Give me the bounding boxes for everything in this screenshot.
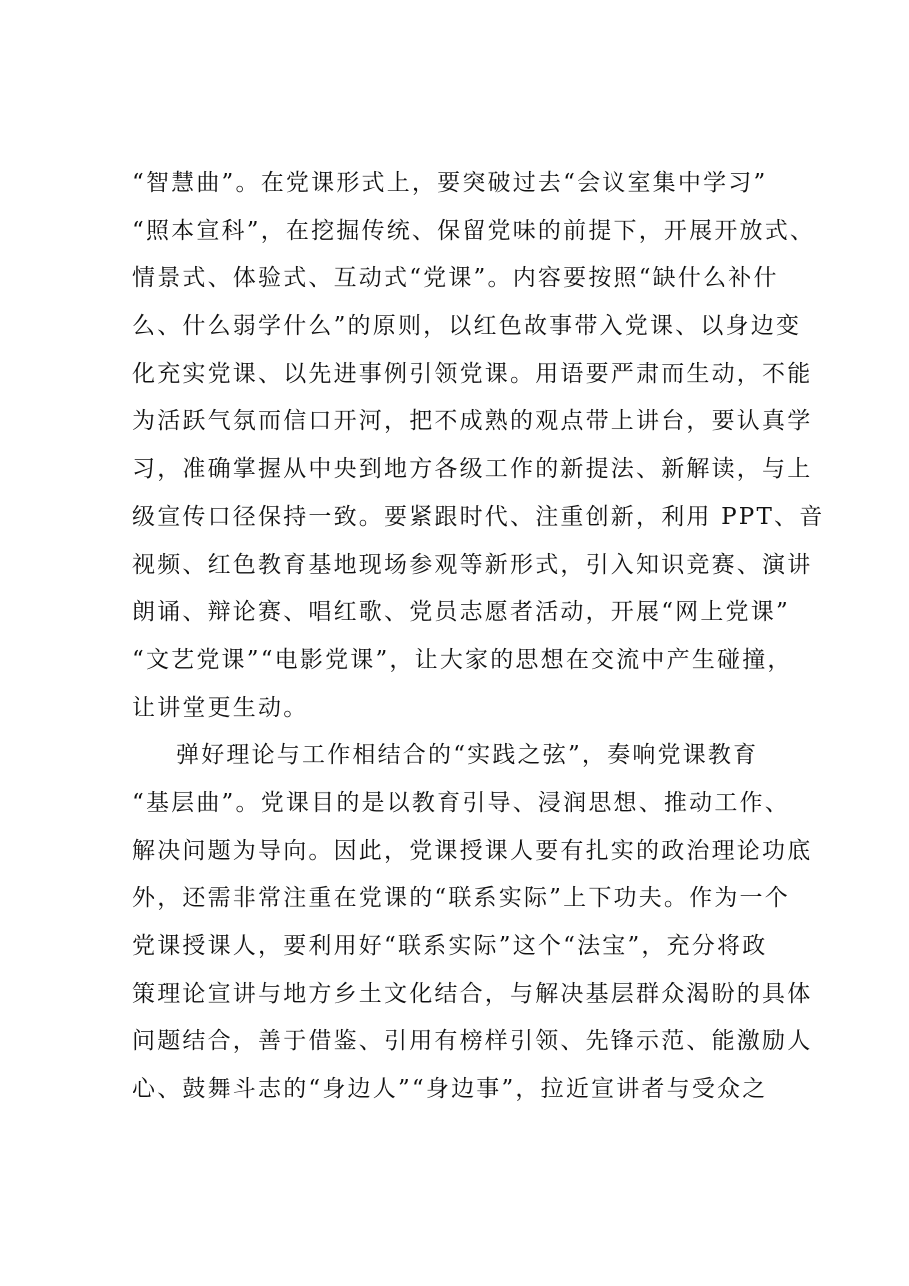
text-line: 化充实党课、以先进事例引领党课。用语要严肃而生动，不能: [132, 360, 813, 387]
text-line: 外，还需非常注重在党课的“联系实际”上下功夫。作为一个: [132, 885, 790, 912]
text-line: 朗诵、辩论赛、唱红歌、党员志愿者活动，开展“网上党课”: [132, 599, 790, 626]
text-line: 习，准确掌握从中央到地方各级工作的新提法、新解读，与上: [132, 456, 813, 483]
text-line: “文艺党课”“电影党课”，让大家的思想在交流中产生碰撞，: [132, 646, 793, 673]
text-line: 为活跃气氛而信口开河，把不成熟的观点带上讲台，要认真学: [132, 408, 813, 435]
text-line: 么、什么弱学什么”的原则，以红色故事带入党课、以身边变: [132, 313, 802, 340]
text-line: “智慧曲”。在党课形式上，要突破过去“会议室集中学习”: [132, 170, 768, 196]
body-text: [132, 160, 825, 1114]
text-line: 党课授课人，要利用好“联系实际”这个“法宝”，充分将政: [132, 933, 768, 959]
text-line: 级宣传口径保持一致。要紧跟时代、注重创新，利用 PPT、音: [132, 503, 825, 530]
text-line: 策理论宣讲与地方乡土文化结合，与解决基层群众渴盼的具体: [132, 980, 813, 1007]
text-line: 情景式、体验式、互动式“党课”。内容要按照“缺什么补什: [132, 265, 779, 292]
paragraph-first-line: 弹好理论与工作相结合的“实践之弦”，奏响党课教育: [176, 742, 759, 769]
text-line: 问题结合，善于借鉴、引用有榜样引领、先锋示范、能激励人: [132, 1028, 813, 1055]
text-line: 让讲堂更生动。: [132, 694, 309, 721]
text-line: 解决问题为导向。因此，党课授课人要有扎实的政治理论功底: [132, 837, 813, 864]
text-line: “照本宣科”，在挖掘传统、保留党味的前提下，开展开放式、: [132, 217, 816, 244]
text-line: 视频、红色教育基地现场参观等新形式，引入知识竞赛、演讲: [132, 551, 813, 578]
text-line: 心、鼓舞斗志的“身边人”“身边事”，拉近宣讲者与受众之: [132, 1076, 768, 1103]
text-line: “基层曲”。党课目的是以教育引导、浸润思想、推动工作、: [132, 789, 790, 816]
